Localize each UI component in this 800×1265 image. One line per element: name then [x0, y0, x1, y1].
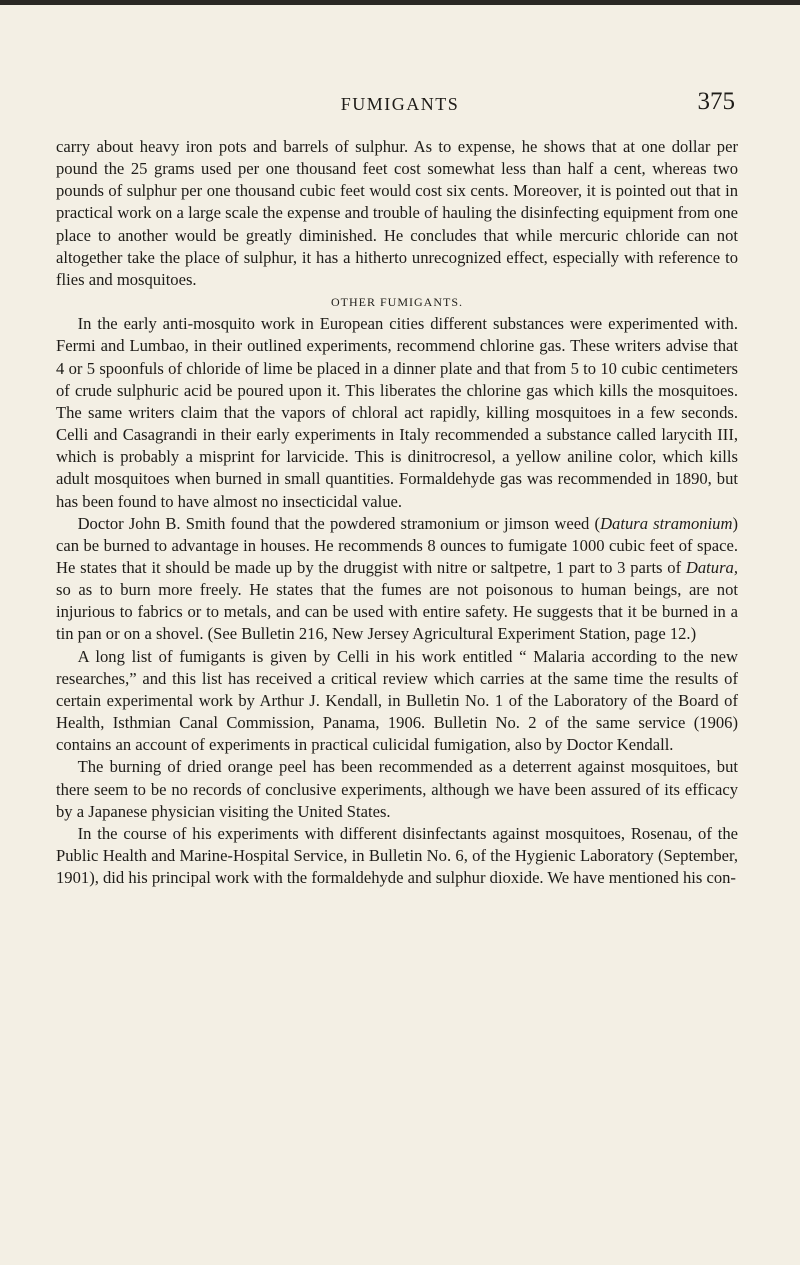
page-top-edge — [0, 0, 800, 5]
section-heading: OTHER FUMIGANTS. — [330, 295, 463, 310]
page-number: 375 — [697, 88, 735, 115]
page-header — [0, 88, 800, 118]
paragraph-5: The burning of dried orange peel has been recommended as a deterrent against mosquitoes, but there seem to be no records of conclusive experiments, although we have been assured of its efficacy by a Japanese physician visiting the United States. — [56, 757, 738, 821]
body-text — [56, 136, 738, 889]
paragraph-4: A long list of fumigants is given by Celli in his work entitled “ Malaria according to the new researches,” and this list has received a critical review which carries at the same time the results of certain experimental work by Arthur J. Kendall, in Bulletin No. 1 of the Laboratory of the Board of Health, Isthmian Canal Commission, Panama, 1906. Bulletin No. 2 of the same service (1906) contains an account of experiments in practical culicidal fumigation, also by Doctor Kendall. — [56, 646, 738, 755]
italic-datura: Datura, — [685, 557, 738, 577]
paragraph-2: In the early anti-mosquito work in European cities different substances were experimented with. Fermi and Lumbao, in their outlined experiments, recommend chlorine gas. These writers advise that 4 or 5 spoonfuls of chloride of lime be placed in a dinner plate and that from 5 to 10 cubic centimeters of crude sulphuric acid be poured upon it. This liberates the chlorine gas which kills the mosquitoes. The same writers claim that the vapors of chloral act rapidly, killing mosquitoes in a few seconds. Celli and Casagrandi in their early experiments in Italy recommended a substance called larycith III, which is probably a misprint for larvicide. This is dinitrocresol, a yellow aniline color, which kills adult mosquitoes when burned in small quantities. Formaldehyde gas was recommended in 1890, but has been found to have almost no insecticidal value. — [56, 314, 738, 511]
paragraph-3-part-b: ) can be burned to advantage in houses. He recommends 8 ounces to fumigate 1000 cubic feet of space. He states that it should be made up by the druggist with nitre or saltpetre, 1 part to 3 parts of — [56, 513, 738, 577]
paragraph-6: In the course of his experiments with different disinfectants against mosquitoes, Rosenau, of the Public Health and Marine-Hospital Service, in Bulletin No. 6, of the Hygienic Laboratory (September, 1901), did his principal work with the formaldehyde and sulphur dioxide. We have mentioned his con- — [56, 823, 738, 888]
paragraph-3 — [56, 513, 738, 646]
paragraph-3-part-c: so as to burn more freely. He states that the fumes are not poisonous to human beings, are not injurious to fabrics or to metals, and can be used with entire safety. He suggests that it be burned in a tin pan or on a shovel. (See Bulletin 216, New Jersey Agricultural Experiment Station, page 12.) — [56, 580, 738, 644]
running-head: FUMIGANTS — [340, 94, 460, 114]
paragraph-1: carry about heavy iron pots and barrels of sulphur. As to expense, he shows that at one dollar per pound the 25 grams used per one thousand feet cost somewhat less than half a cent, whereas two pounds of sulphur per one thousand cubic feet would cost six cents. Moreover, it is pointed out that in practical work on a large scale the expense and trouble of hauling the disinfecting equipment from one place to another would be greatly diminished. He concludes that while mercuric chloride can not altogether take the place of sulphur, it has a hitherto unrecognized effect, especially with reference to flies and mosquitoes. — [56, 137, 738, 289]
italic-datura-stramonium: Datura stramonium — [600, 513, 733, 533]
paragraph-3-part-a: Doctor John B. Smith found that the powdered stramonium or jimson weed ( — [77, 513, 601, 533]
